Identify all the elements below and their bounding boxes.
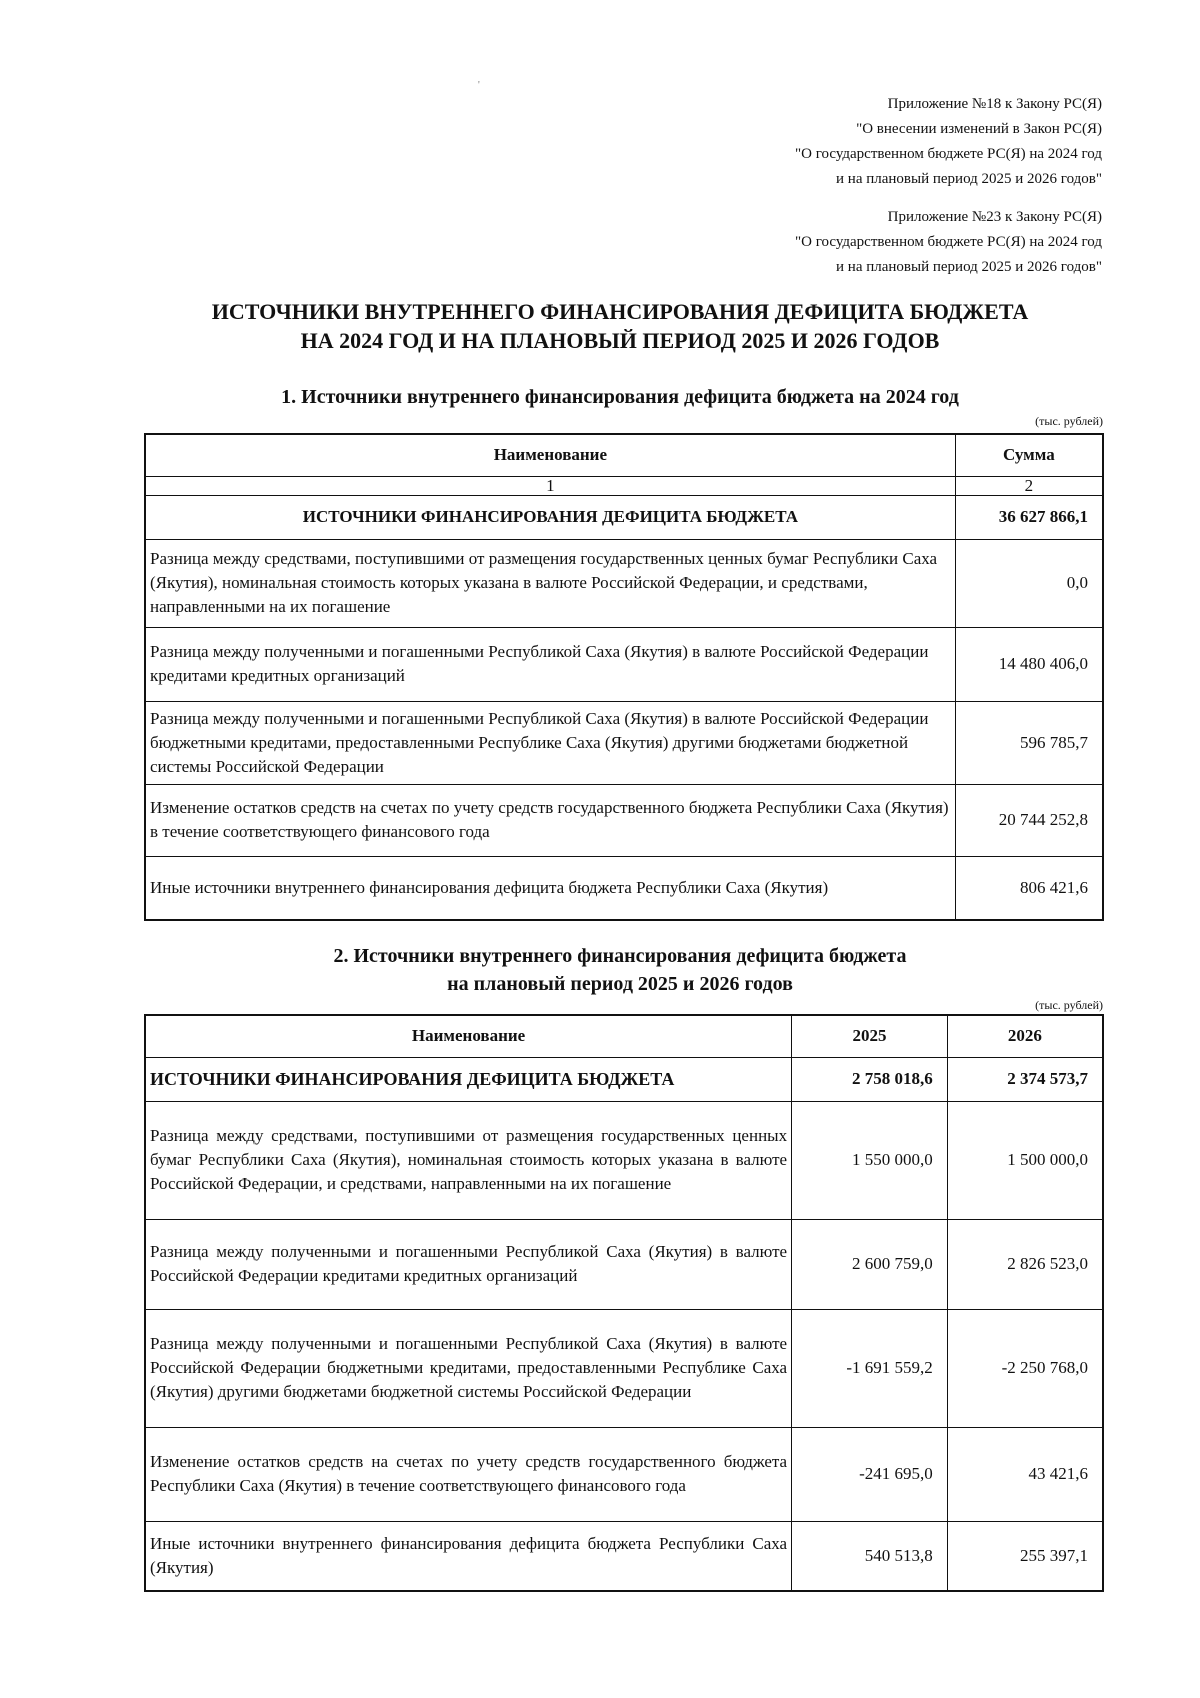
section2-title	[100, 942, 1140, 998]
table-row	[145, 784, 1103, 856]
row-2025: -241 695,0	[792, 1427, 948, 1521]
header-name: Наименование	[145, 434, 955, 476]
row-2026: 43 421,6	[947, 1427, 1103, 1521]
section2-title-line: 2. Источники внутреннего финансирования дефицита бюджета	[333, 945, 907, 967]
row-name: Иные источники внутреннего финансирования дефицита бюджета Республики Саха (Якутия)	[145, 1521, 792, 1591]
table-header-row	[145, 434, 1103, 476]
row-name: Разница между полученными и погашенными Республикой Саха (Якутия) в валюте Российской Федерации кредитами кредитных организаций	[145, 1219, 792, 1309]
row-value: 806 421,6	[955, 856, 1103, 920]
row-name: Разница между полученными и погашенными Республикой Саха (Якутия) в валюте Российской Федерации кредитами кредитных организаций	[145, 627, 955, 701]
row-name: Разница между средствами, поступившими от размещения государственных ценных бумаг Республики Саха (Якутия), номинальная стоимость которых указана в валюте Российской Федерации, и средствами, направленными на их погашение	[145, 539, 955, 627]
row-name: Изменение остатков средств на счетах по учету средств государственного бюджета Республики Саха (Якутия) в течение соответствующего финансового года	[145, 784, 955, 856]
total-2025: 2 758 018,6	[792, 1057, 948, 1101]
row-name: Иные источники внутреннего финансирования дефицита бюджета Республики Саха (Якутия)	[145, 856, 955, 920]
section2-units: (тыс. рублей)	[1035, 998, 1103, 1012]
table-row	[145, 1309, 1103, 1427]
row-value: 14 480 406,0	[955, 627, 1103, 701]
row-2026: 1 500 000,0	[947, 1101, 1103, 1219]
total-row	[145, 495, 1103, 539]
table-row	[145, 539, 1103, 627]
appendix-line: Приложение №23 к Закону РС(Я)	[887, 209, 1102, 225]
section1-table	[144, 433, 1104, 921]
table-row	[145, 856, 1103, 920]
appendix-line: "О государственном бюджете РС(Я) на 2024 год	[795, 146, 1102, 162]
title-line: ИСТОЧНИКИ ВНУТРЕННЕГО ФИНАНСИРОВАНИЯ ДЕФИЦИТА БЮДЖЕТА	[211, 299, 1029, 324]
column-numbers-row	[145, 476, 1103, 495]
section1-units: (тыс. рублей)	[1035, 414, 1103, 428]
table-row	[145, 1521, 1103, 1591]
total-row	[145, 1057, 1103, 1101]
row-name: Разница между средствами, поступившими от размещения государственных ценных бумаг Республики Саха (Якутия), номинальная стоимость которых указана в валюте Российской Федерации, и средствами, направленными на их погашение	[145, 1101, 792, 1219]
appendix-line: и на плановый период 2025 и 2026 годов"	[836, 171, 1102, 187]
table-row	[145, 1101, 1103, 1219]
row-2026: -2 250 768,0	[947, 1309, 1103, 1427]
column-number: 1	[145, 476, 955, 495]
appendix-header-18	[795, 92, 1102, 192]
row-2025: 2 600 759,0	[792, 1219, 948, 1309]
table-row	[145, 627, 1103, 701]
total-name: ИСТОЧНИКИ ФИНАНСИРОВАНИЯ ДЕФИЦИТА БЮДЖЕТА	[145, 495, 955, 539]
appendix-line: и на плановый период 2025 и 2026 годов"	[836, 259, 1102, 275]
row-2026: 255 397,1	[947, 1521, 1103, 1591]
row-value: 20 744 252,8	[955, 784, 1103, 856]
appendix-line: "О внесении изменений в Закон РС(Я)	[856, 121, 1102, 137]
appendix-header-23	[795, 205, 1102, 280]
header-sum: Сумма	[955, 434, 1103, 476]
section1-title: 1. Источники внутреннего финансирования дефицита бюджета на 2024 год	[281, 386, 959, 408]
row-2025: -1 691 559,2	[792, 1309, 948, 1427]
row-name: Разница между полученными и погашенными Республикой Саха (Якутия) в валюте Российской Федерации бюджетными кредитами, предоставленными Республике Саха (Якутия) другими бюджетами бюджетной системы Российской Федерации	[145, 701, 955, 784]
row-2025: 540 513,8	[792, 1521, 948, 1591]
table-row	[145, 1219, 1103, 1309]
section2-title-line: на плановый период 2025 и 2026 годов	[447, 973, 793, 995]
total-value: 36 627 866,1	[955, 495, 1103, 539]
appendix-line: "О государственном бюджете РС(Я) на 2024 год	[795, 234, 1102, 250]
row-name: Изменение остатков средств на счетах по учету средств государственного бюджета Республики Саха (Якутия) в течение соответствующего финансового года	[145, 1427, 792, 1521]
header-2025: 2025	[792, 1015, 948, 1057]
document-page: ' Приложение №18 к Закону РС(Я) "О внесении изменений в Закон РС(Я) "О государственном бюджете РС(Я) на 2024 год и на плановый период 2025 и 2026 годов" Приложение №23 к Закону РС(Я) "О государственном бюджете РС(Я) на 2024 год и на плановый период 2025 и 2026 годов" ИСТОЧНИКИ ВНУТРЕННЕГО ФИНАНСИРОВАНИЯ ДЕФИЦИТА БЮДЖЕТА НА 2024 ГОД И НА ПЛАНОВЫЙ ПЕРИОД 2025 И 2026 ГОДОВ 1. Источники внутреннего финансирования дефицита бюджета на 2024 год (тыс. рублей) Наименование Сумма 1 2 ИСТОЧНИКИ ФИНАНСИРОВАНИЯ ДЕФИЦИТА БЮДЖЕТА 36 627 866,1 Разница между средствами, поступившими от размещения государственных ценных бумаг Республики Саха (Якутия), номинальная стоимость которых указана в валюте Российской Федерации, и средствами, направленными на их погашение 0,0 Разница между полученными и погашенными Республикой Саха (Якутия) в валюте Российской Федерации кредитами кредитных организаций 14 480 406,0 Разница между полученными и погашенными Республикой Саха (Якутия) в валюте Российской Федерации бюджетными кредитами, предоставленными Республике Саха (Якутия) другими бюджетами бюджетной системы Российской Федерации 596 785,7 Изменение остатков средств на счетах по учету средств государственного бюджета Республики Саха (Якутия) в течение соответствующего финансового года 20 744 252,8 Иные источники внутреннего финансирования дефицита бюджета Республики Саха (Якутия) 806 421,6 2. Источники внутреннего финансирования дефицита бюджета на плановый период 2025 и 2026 годов (тыс. рублей) Наименование 2025 2026 ИСТОЧНИКИ ФИНАНСИРОВАНИЯ ДЕФИЦИТА БЮДЖЕТА 2 758 018,6 2 374 573,7 Разница между средствами, поступившими от размещения государственных ценных бумаг Республики Саха (Якутия), номинальная стоимость которых указана в валюте Российской Федерации, и средствами, направленными на их погашение 1 550 000,0 1 500 000,0 Разница между полученными и погашенными Республикой Саха (Якутия) в валюте Российской Федерации кредитами кредитных организаций 2 600 759,0 2 826 523,0 Разница между полученными и погашенными Республикой Саха (Якутия) в валюте Российской Федерации бюджетными кредитами, предоставленными Республике Саха (Якутия) другими бюджетами бюджетной системы Российской Федерации -1 691 559,2 -2 250 768,0 Изменение остатков средств на счетах по учету средств государственного бюджета Республики Саха (Якутия) в течение соответствующего финансового года -241 695,0 43 421,6 Иные источники внутреннего финансирования дефицита бюджета Республики Саха (Якутия) 540 513,8 255 397,1	[0, 0, 1200, 1698]
total-2026: 2 374 573,7	[947, 1057, 1103, 1101]
row-name: Разница между полученными и погашенными Республикой Саха (Якутия) в валюте Российской Федерации бюджетными кредитами, предоставленными Республике Саха (Якутия) другими бюджетами бюджетной системы Российской Федерации	[145, 1309, 792, 1427]
header-2026: 2026	[947, 1015, 1103, 1057]
title-line: НА 2024 ГОД И НА ПЛАНОВЫЙ ПЕРИОД 2025 И 2026 ГОДОВ	[300, 328, 940, 353]
header-name: Наименование	[145, 1015, 792, 1057]
table-row	[145, 701, 1103, 784]
section2-table	[144, 1014, 1104, 1592]
row-2026: 2 826 523,0	[947, 1219, 1103, 1309]
row-2025: 1 550 000,0	[792, 1101, 948, 1219]
document-title	[100, 297, 1140, 355]
column-number: 2	[955, 476, 1103, 495]
row-value: 596 785,7	[955, 701, 1103, 784]
table-header-row	[145, 1015, 1103, 1057]
table-row	[145, 1427, 1103, 1521]
appendix-line: Приложение №18 к Закону РС(Я)	[887, 96, 1102, 112]
row-value: 0,0	[955, 539, 1103, 627]
total-name: ИСТОЧНИКИ ФИНАНСИРОВАНИЯ ДЕФИЦИТА БЮДЖЕТА	[145, 1057, 792, 1101]
